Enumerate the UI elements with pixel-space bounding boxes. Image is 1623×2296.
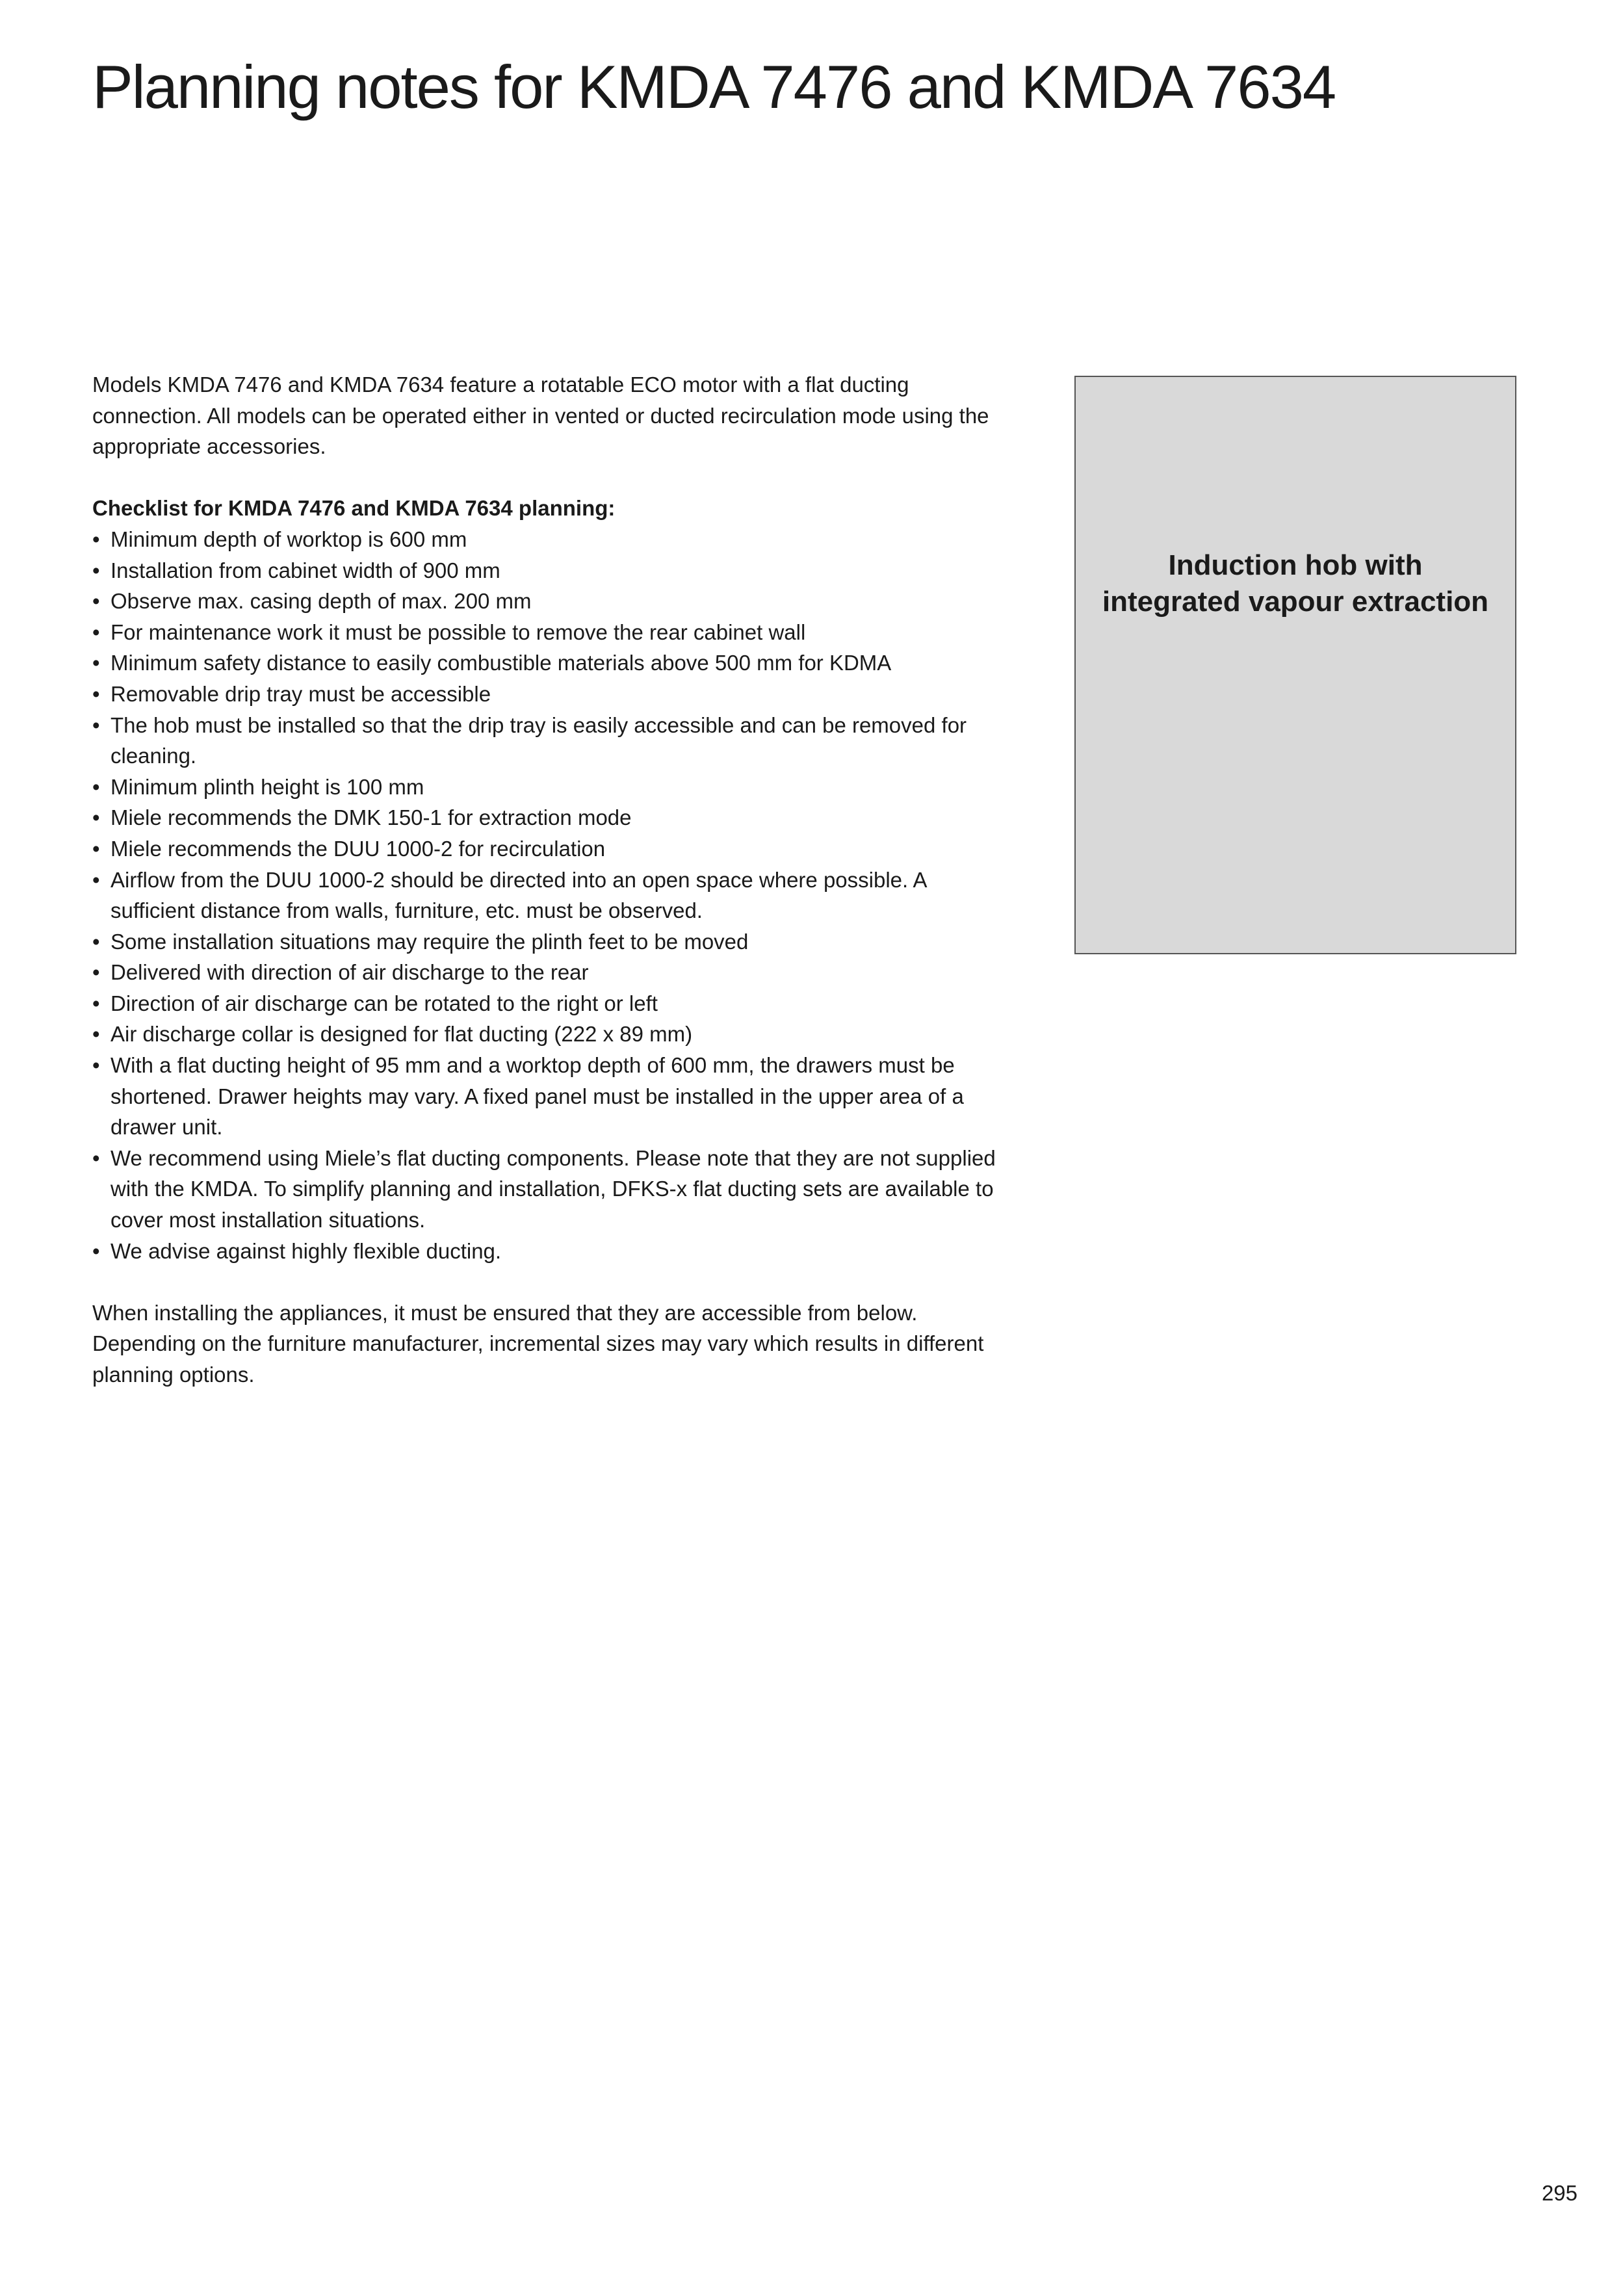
main-text-column	[92, 369, 1002, 1390]
bullet-icon: •	[92, 867, 100, 892]
checklist-item-text: Removable drip tray must be accessible	[110, 681, 491, 706]
checklist-item-text: Minimum depth of worktop is 600 mm	[110, 527, 467, 551]
image-placeholder-line-2: integrated vapour extraction	[1102, 586, 1489, 618]
image-placeholder-line-1: Induction hob with	[1168, 549, 1423, 581]
bullet-icon: •	[92, 836, 100, 861]
checklist-item-text: Delivered with direction of air discharge to the rear	[110, 960, 589, 985]
bullet-icon: •	[92, 1238, 100, 1263]
checklist-item-text: Some installation situations may require the plinth feet to be moved	[110, 929, 749, 954]
checklist-item	[92, 710, 1002, 772]
image-placeholder-label	[1081, 547, 1510, 620]
bullet-icon: •	[92, 774, 100, 799]
checklist-item	[92, 865, 1002, 926]
checklist-item-text: Airflow from the DUU 1000-2 should be directed into an open space where possible. A sufficient distance from walls, furniture, etc. must be observed.	[110, 867, 926, 923]
closing-paragraph: When installing the appliances, it must be ensured that they are accessible from below. Depending on the furniture manufacturer, incremental sizes may vary which results in different planning options.	[92, 1300, 984, 1387]
bullet-icon: •	[92, 712, 100, 737]
checklist-item	[92, 957, 1002, 988]
checklist-heading: Checklist for KMDA 7476 and KMDA 7634 planning:	[92, 496, 616, 521]
checklist-item	[92, 679, 1002, 710]
checklist-item	[92, 833, 1002, 865]
checklist-item-text: The hob must be installed so that the drip tray is easily accessible and can be removed for cleaning.	[110, 712, 967, 768]
checklist-item	[92, 1019, 1002, 1050]
checklist-item-text: For maintenance work it must be possible to remove the rear cabinet wall	[110, 620, 806, 644]
checklist-item-text: We recommend using Miele’s flat ducting components. Please note that they are not supplied with the KMDA. To simplify planning and installation, DFKS-x flat ducting sets are available to cover most installation situations.	[110, 1145, 996, 1233]
checklist-item	[92, 772, 1002, 803]
checklist-item-text: With a flat ducting height of 95 mm and a worktop depth of 600 mm, the drawers must be shortened. Drawer heights may vary. A fixed panel must be installed in the upper area of a drawer unit.	[110, 1053, 964, 1140]
bullet-icon: •	[92, 991, 100, 1015]
checklist-item-text: Minimum plinth height is 100 mm	[110, 774, 424, 799]
checklist-item	[92, 524, 1002, 555]
product-image-placeholder	[1074, 376, 1516, 954]
bullet-icon: •	[92, 1145, 100, 1170]
bullet-icon: •	[92, 929, 100, 954]
checklist-item-text: Installation from cabinet width of 900 mm	[110, 558, 500, 582]
bullet-icon: •	[92, 589, 100, 614]
bullet-icon: •	[92, 960, 100, 985]
bullet-icon: •	[92, 1022, 100, 1047]
bullet-icon: •	[92, 1053, 100, 1078]
bullet-icon: •	[92, 651, 100, 675]
bullet-icon: •	[92, 527, 100, 551]
bullet-icon: •	[92, 681, 100, 706]
checklist-item-text: Air discharge collar is designed for flat ducting (222 x 89 mm)	[110, 1022, 693, 1047]
checklist-item-text: Direction of air discharge can be rotated to the right or left	[110, 991, 658, 1015]
checklist-item	[92, 586, 1002, 617]
checklist-item	[92, 802, 1002, 833]
checklist-item	[92, 1143, 1002, 1236]
checklist-item-text: Miele recommends the DMK 150-1 for extraction mode	[110, 805, 632, 830]
checklist-item	[92, 617, 1002, 648]
checklist-item	[92, 926, 1002, 958]
bullet-icon: •	[92, 805, 100, 830]
checklist-item	[92, 555, 1002, 586]
bullet-icon: •	[92, 558, 100, 582]
checklist-item-text: Minimum safety distance to easily combustible materials above 500 mm for KDMA	[110, 651, 892, 675]
checklist-item-text: Miele recommends the DUU 1000-2 for recirculation	[110, 836, 606, 861]
checklist-item-text: Observe max. casing depth of max. 200 mm	[110, 589, 532, 614]
page-title: Planning notes for KMDA 7476 and KMDA 7634	[92, 53, 1336, 121]
checklist-item	[92, 1236, 1002, 1267]
checklist-item	[92, 647, 1002, 679]
checklist-item-text: We advise against highly flexible ducting.	[110, 1238, 502, 1263]
checklist	[92, 524, 1002, 1266]
checklist-item	[92, 988, 1002, 1019]
checklist-item	[92, 1050, 1002, 1143]
bullet-icon: •	[92, 620, 100, 644]
page-number: 295	[1541, 2181, 1578, 2205]
intro-paragraph: Models KMDA 7476 and KMDA 7634 feature a rotatable ECO motor with a flat ducting connection. All models can be operated either in vented or ducted recirculation mode using the appropriate accessories.	[92, 372, 989, 459]
